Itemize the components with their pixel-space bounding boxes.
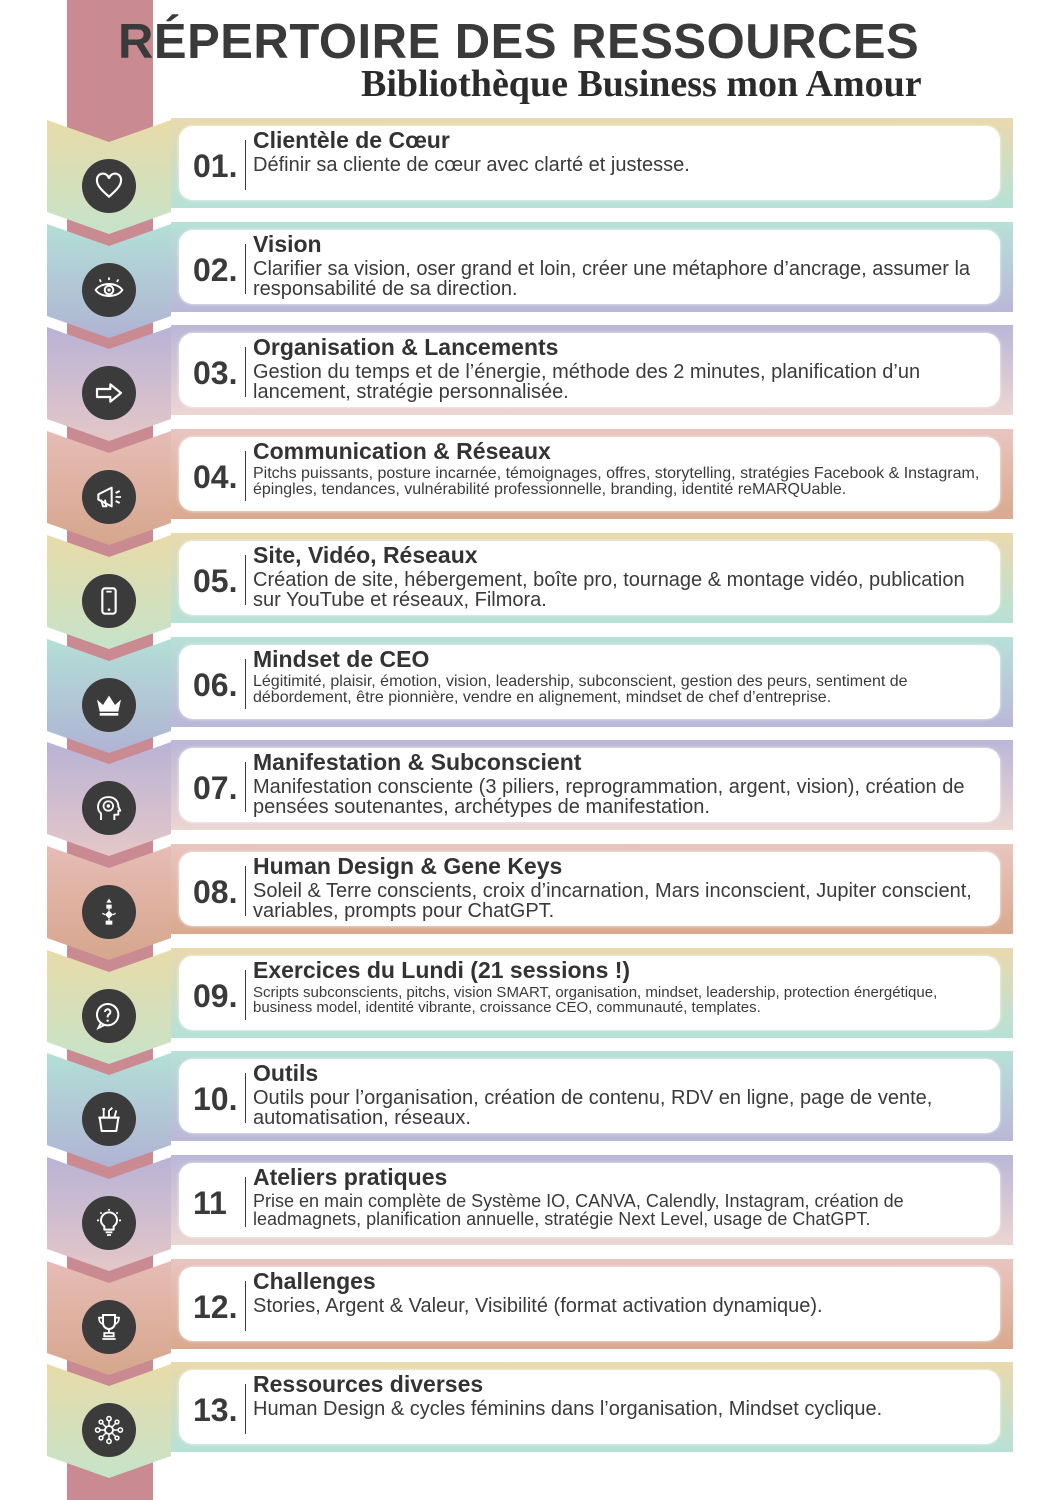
row-icon-badge bbox=[82, 366, 136, 420]
card-description: Outils pour l’organisation, création de contenu, RDV en ligne, page de vente, automatisation, réseaux. bbox=[253, 1087, 933, 1129]
row-icon-badge bbox=[82, 470, 136, 524]
resource-card[interactable] bbox=[179, 1059, 1000, 1133]
card-description: Prise en main complète de Système IO, CANVA, Calendly, Instagram, création de leadmagnets, planification annuelle, stratégie Next Level, usage de ChatGPT. bbox=[253, 1191, 904, 1229]
card-divider bbox=[245, 1281, 246, 1331]
card-description: Manifestation consciente (3 piliers, reprogrammation, argent, vision), création de pensées soutenantes, archétypes de manifestation. bbox=[253, 776, 965, 818]
card-divider bbox=[245, 762, 246, 812]
resource-card[interactable] bbox=[179, 437, 1000, 511]
card-description: Gestion du temps et de l’énergie, méthode des 2 minutes, planification d’un lancement, stratégie personnalisée. bbox=[253, 361, 921, 403]
resource-card[interactable] bbox=[179, 645, 1000, 719]
card-divider bbox=[245, 140, 246, 190]
card-divider bbox=[245, 555, 246, 605]
toolbox-icon bbox=[93, 1103, 125, 1135]
card-number: 01. bbox=[193, 148, 238, 184]
card-divider bbox=[245, 1177, 246, 1227]
resource-card[interactable] bbox=[179, 541, 1000, 615]
card-description: Pitchs puissants, posture incarnée, témoignages, offres, storytelling, stratégies Facebook & Instagram, épingles, tendances, vulnérabilité professionnelle, branding, identité reMARQUable. bbox=[253, 465, 980, 498]
card-divider bbox=[245, 451, 246, 501]
card-number: 06. bbox=[193, 667, 238, 703]
card-description: Human Design & cycles féminins dans l’organisation, Mindset cyclique. bbox=[253, 1398, 883, 1420]
card-title: Human Design & Gene Keys bbox=[253, 853, 563, 879]
row-icon-badge bbox=[82, 781, 136, 835]
card-title: Exercices du Lundi (21 sessions !) bbox=[253, 957, 631, 983]
card-description: Stories, Argent & Valeur, Visibilité (format activation dynamique). bbox=[253, 1295, 823, 1317]
row-icon-badge bbox=[82, 885, 136, 939]
lightbulb-icon bbox=[93, 1207, 125, 1239]
row-icon-badge bbox=[82, 678, 136, 732]
resource-card[interactable] bbox=[179, 1370, 1000, 1444]
card-title: Ateliers pratiques bbox=[253, 1164, 448, 1190]
card-title: Challenges bbox=[253, 1268, 376, 1294]
row-icon-badge bbox=[82, 574, 136, 628]
card-description: Soleil & Terre conscients, croix d’incarnation, Mars inconscient, Jupiter conscient, variables, prompts pour ChatGPT. bbox=[253, 880, 972, 922]
card-number: 08. bbox=[193, 874, 238, 910]
card-number: 10. bbox=[193, 1081, 238, 1117]
card-title: Site, Vidéo, Réseaux bbox=[253, 542, 478, 568]
row-icon-badge bbox=[82, 1403, 136, 1457]
resource-card[interactable] bbox=[179, 748, 1000, 822]
card-title: Vision bbox=[253, 231, 322, 257]
page-title: RÉPERTOIRE DES RESSOURCES bbox=[118, 15, 920, 69]
heart-icon bbox=[93, 170, 125, 202]
card-number: 12. bbox=[193, 1289, 238, 1325]
card-number: 04. bbox=[193, 459, 238, 495]
card-divider bbox=[245, 659, 246, 709]
resource-card[interactable] bbox=[179, 956, 1000, 1030]
eye-icon bbox=[93, 274, 125, 306]
row-icon-badge bbox=[82, 159, 136, 213]
card-number: 09. bbox=[193, 978, 238, 1014]
card-title: Ressources diverses bbox=[253, 1371, 484, 1397]
card-divider bbox=[245, 347, 246, 397]
card-number: 03. bbox=[193, 355, 238, 391]
resource-card[interactable] bbox=[179, 852, 1000, 926]
card-divider bbox=[245, 1384, 246, 1434]
row-icon-badge bbox=[82, 1196, 136, 1250]
megaphone-icon bbox=[93, 481, 125, 513]
card-number: 13. bbox=[193, 1392, 238, 1428]
resource-card[interactable] bbox=[179, 1163, 1000, 1237]
card-title: Communication & Réseaux bbox=[253, 438, 551, 464]
trophy-icon bbox=[93, 1311, 125, 1343]
card-number: 07. bbox=[193, 770, 238, 806]
smartphone-icon bbox=[93, 585, 125, 617]
row-icon-badge bbox=[82, 1092, 136, 1146]
card-divider bbox=[245, 970, 246, 1020]
card-number: 11 bbox=[193, 1185, 227, 1221]
bodygraph-icon bbox=[93, 896, 125, 928]
resource-card[interactable] bbox=[179, 126, 1000, 200]
brain-head-icon bbox=[93, 792, 125, 824]
network-icon bbox=[93, 1414, 125, 1446]
row-icon-badge bbox=[82, 989, 136, 1043]
card-description: Légitimité, plaisir, émotion, vision, leadership, subconscient, gestion des peurs, sentiment de débordement, être pionnière, vendre en alignement, mindset de chef d’entreprise. bbox=[253, 673, 908, 706]
resource-card[interactable] bbox=[179, 230, 1000, 304]
card-divider bbox=[245, 1073, 246, 1123]
card-title: Manifestation & Subconscient bbox=[253, 749, 582, 775]
question-bubble-icon bbox=[93, 1000, 125, 1032]
card-number: 05. bbox=[193, 563, 238, 599]
card-description: Clarifier sa vision, oser grand et loin, créer une métaphore d’ancrage, assumer la responsabilité de sa direction. bbox=[253, 258, 971, 300]
card-divider bbox=[245, 244, 246, 294]
card-number: 02. bbox=[193, 252, 238, 288]
page-subtitle: Bibliothèque Business mon Amour bbox=[361, 63, 922, 105]
card-title: Outils bbox=[253, 1060, 319, 1086]
card-title: Mindset de CEO bbox=[253, 646, 430, 672]
card-divider bbox=[245, 866, 246, 916]
card-description: Définir sa cliente de cœur avec clarté et justesse. bbox=[253, 154, 690, 176]
row-icon-badge bbox=[82, 263, 136, 317]
resource-card[interactable] bbox=[179, 333, 1000, 407]
card-title: Organisation & Lancements bbox=[253, 334, 559, 360]
card-description: Scripts subconscients, pitchs, vision SMART, organisation, mindset, leadership, protection énergétique, business model, identité vibrante, croissance CEO, communauté, templates. bbox=[253, 984, 938, 1016]
resource-card[interactable] bbox=[179, 1267, 1000, 1341]
arrow-right-icon bbox=[93, 377, 125, 409]
row-icon-badge bbox=[82, 1300, 136, 1354]
crown-icon bbox=[93, 689, 125, 721]
card-title: Clientèle de Cœur bbox=[253, 127, 450, 153]
card-description: Création de site, hébergement, boîte pro, tournage & montage vidéo, publication sur YouTube et réseaux, Filmora. bbox=[253, 569, 965, 611]
